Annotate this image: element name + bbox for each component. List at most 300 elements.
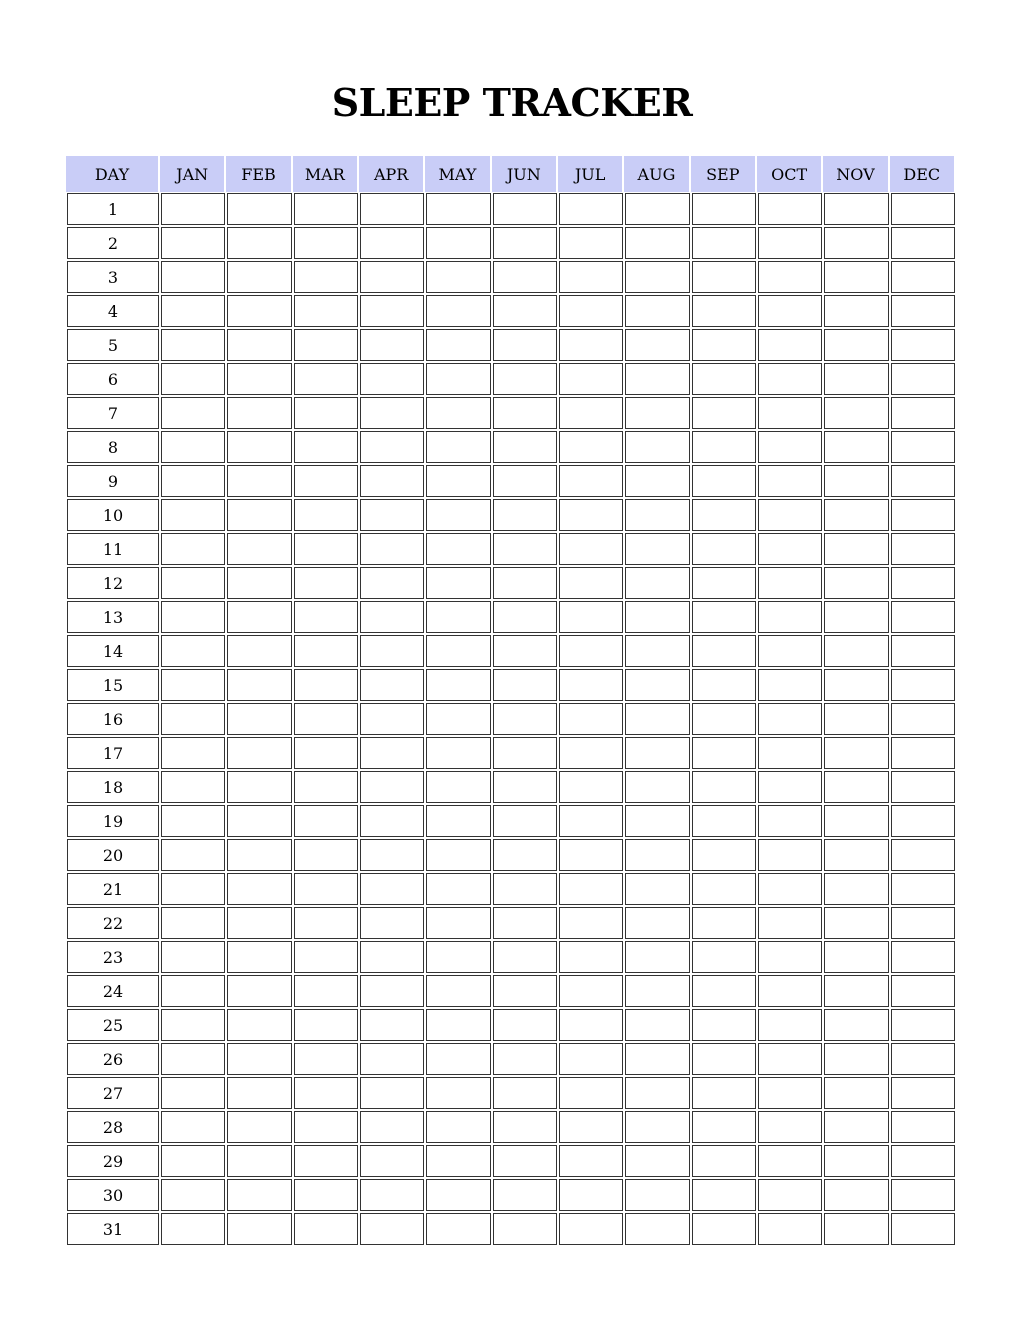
entry-box[interactable] xyxy=(426,941,490,973)
entry-box[interactable] xyxy=(559,567,623,599)
entry-box[interactable] xyxy=(824,975,888,1007)
entry-box[interactable] xyxy=(227,499,291,531)
entry-box[interactable] xyxy=(824,431,888,463)
entry-box[interactable] xyxy=(758,941,822,973)
entry-box[interactable] xyxy=(692,1111,756,1143)
entry-box[interactable] xyxy=(360,1043,424,1075)
entry-box[interactable] xyxy=(426,431,490,463)
entry-box[interactable] xyxy=(294,499,358,531)
entry-box[interactable] xyxy=(891,771,955,803)
entry-box[interactable] xyxy=(824,533,888,565)
entry-box[interactable] xyxy=(758,737,822,769)
entry-box[interactable] xyxy=(294,873,358,905)
entry-box[interactable] xyxy=(161,295,225,327)
entry-box[interactable] xyxy=(891,465,955,497)
entry-box[interactable] xyxy=(891,329,955,361)
entry-box[interactable] xyxy=(824,805,888,837)
entry-box[interactable] xyxy=(758,295,822,327)
entry-box[interactable] xyxy=(824,873,888,905)
entry-box[interactable] xyxy=(294,261,358,293)
entry-box[interactable] xyxy=(294,703,358,735)
entry-box[interactable] xyxy=(891,499,955,531)
entry-box[interactable] xyxy=(758,261,822,293)
entry-box[interactable] xyxy=(161,329,225,361)
entry-box[interactable] xyxy=(625,737,689,769)
entry-box[interactable] xyxy=(824,295,888,327)
entry-box[interactable] xyxy=(426,1077,490,1109)
entry-box[interactable] xyxy=(891,941,955,973)
entry-box[interactable] xyxy=(360,431,424,463)
entry-box[interactable] xyxy=(360,941,424,973)
entry-box[interactable] xyxy=(692,567,756,599)
entry-box[interactable] xyxy=(758,635,822,667)
entry-box[interactable] xyxy=(493,533,557,565)
entry-box[interactable] xyxy=(559,1145,623,1177)
entry-box[interactable] xyxy=(758,363,822,395)
entry-box[interactable] xyxy=(227,975,291,1007)
entry-box[interactable] xyxy=(227,363,291,395)
entry-box[interactable] xyxy=(758,669,822,701)
entry-box[interactable] xyxy=(227,703,291,735)
entry-box[interactable] xyxy=(426,1009,490,1041)
entry-box[interactable] xyxy=(625,873,689,905)
entry-box[interactable] xyxy=(294,1077,358,1109)
entry-box[interactable] xyxy=(227,329,291,361)
entry-box[interactable] xyxy=(625,499,689,531)
entry-box[interactable] xyxy=(227,635,291,667)
entry-box[interactable] xyxy=(426,669,490,701)
entry-box[interactable] xyxy=(625,771,689,803)
entry-box[interactable] xyxy=(758,1077,822,1109)
entry-box[interactable] xyxy=(493,635,557,667)
entry-box[interactable] xyxy=(426,635,490,667)
entry-box[interactable] xyxy=(493,329,557,361)
entry-box[interactable] xyxy=(891,1179,955,1211)
entry-box[interactable] xyxy=(493,193,557,225)
entry-box[interactable] xyxy=(891,1077,955,1109)
entry-box[interactable] xyxy=(891,873,955,905)
entry-box[interactable] xyxy=(161,397,225,429)
entry-box[interactable] xyxy=(559,499,623,531)
entry-box[interactable] xyxy=(493,261,557,293)
entry-box[interactable] xyxy=(559,1213,623,1245)
entry-box[interactable] xyxy=(294,1009,358,1041)
entry-box[interactable] xyxy=(559,295,623,327)
entry-box[interactable] xyxy=(493,601,557,633)
entry-box[interactable] xyxy=(824,907,888,939)
entry-box[interactable] xyxy=(360,465,424,497)
entry-box[interactable] xyxy=(559,1009,623,1041)
entry-box[interactable] xyxy=(227,873,291,905)
entry-box[interactable] xyxy=(824,465,888,497)
entry-box[interactable] xyxy=(692,1043,756,1075)
entry-box[interactable] xyxy=(426,567,490,599)
entry-box[interactable] xyxy=(824,1009,888,1041)
entry-box[interactable] xyxy=(161,1179,225,1211)
entry-box[interactable] xyxy=(426,1179,490,1211)
entry-box[interactable] xyxy=(758,533,822,565)
entry-box[interactable] xyxy=(161,465,225,497)
entry-box[interactable] xyxy=(294,839,358,871)
entry-box[interactable] xyxy=(227,1145,291,1177)
entry-box[interactable] xyxy=(360,805,424,837)
entry-box[interactable] xyxy=(227,1179,291,1211)
entry-box[interactable] xyxy=(625,567,689,599)
entry-box[interactable] xyxy=(294,975,358,1007)
entry-box[interactable] xyxy=(360,1077,424,1109)
entry-box[interactable] xyxy=(625,397,689,429)
entry-box[interactable] xyxy=(294,907,358,939)
entry-box[interactable] xyxy=(161,499,225,531)
entry-box[interactable] xyxy=(891,363,955,395)
entry-box[interactable] xyxy=(360,839,424,871)
entry-box[interactable] xyxy=(625,1145,689,1177)
entry-box[interactable] xyxy=(360,737,424,769)
entry-box[interactable] xyxy=(692,669,756,701)
entry-box[interactable] xyxy=(493,397,557,429)
entry-box[interactable] xyxy=(360,907,424,939)
entry-box[interactable] xyxy=(758,873,822,905)
entry-box[interactable] xyxy=(227,261,291,293)
entry-box[interactable] xyxy=(493,1179,557,1211)
entry-box[interactable] xyxy=(161,363,225,395)
entry-box[interactable] xyxy=(625,601,689,633)
entry-box[interactable] xyxy=(426,1145,490,1177)
entry-box[interactable] xyxy=(426,329,490,361)
entry-box[interactable] xyxy=(559,635,623,667)
entry-box[interactable] xyxy=(294,329,358,361)
entry-box[interactable] xyxy=(824,737,888,769)
entry-box[interactable] xyxy=(294,1179,358,1211)
entry-box[interactable] xyxy=(161,1043,225,1075)
entry-box[interactable] xyxy=(493,703,557,735)
entry-box[interactable] xyxy=(758,839,822,871)
entry-box[interactable] xyxy=(824,227,888,259)
entry-box[interactable] xyxy=(891,261,955,293)
entry-box[interactable] xyxy=(758,329,822,361)
entry-box[interactable] xyxy=(625,805,689,837)
entry-box[interactable] xyxy=(493,1043,557,1075)
entry-box[interactable] xyxy=(559,431,623,463)
entry-box[interactable] xyxy=(559,839,623,871)
entry-box[interactable] xyxy=(426,839,490,871)
entry-box[interactable] xyxy=(692,873,756,905)
entry-box[interactable] xyxy=(758,465,822,497)
entry-box[interactable] xyxy=(161,1077,225,1109)
entry-box[interactable] xyxy=(692,975,756,1007)
entry-box[interactable] xyxy=(891,839,955,871)
entry-box[interactable] xyxy=(294,465,358,497)
entry-box[interactable] xyxy=(692,771,756,803)
entry-box[interactable] xyxy=(559,737,623,769)
entry-box[interactable] xyxy=(824,771,888,803)
entry-box[interactable] xyxy=(891,635,955,667)
entry-box[interactable] xyxy=(426,771,490,803)
entry-box[interactable] xyxy=(426,533,490,565)
entry-box[interactable] xyxy=(227,533,291,565)
entry-box[interactable] xyxy=(625,295,689,327)
entry-box[interactable] xyxy=(294,533,358,565)
entry-box[interactable] xyxy=(692,1179,756,1211)
entry-box[interactable] xyxy=(692,703,756,735)
entry-box[interactable] xyxy=(824,839,888,871)
entry-box[interactable] xyxy=(493,941,557,973)
entry-box[interactable] xyxy=(824,567,888,599)
entry-box[interactable] xyxy=(824,1043,888,1075)
entry-box[interactable] xyxy=(758,1043,822,1075)
entry-box[interactable] xyxy=(824,329,888,361)
entry-box[interactable] xyxy=(294,601,358,633)
entry-box[interactable] xyxy=(824,499,888,531)
entry-box[interactable] xyxy=(493,363,557,395)
entry-box[interactable] xyxy=(360,601,424,633)
entry-box[interactable] xyxy=(360,1179,424,1211)
entry-box[interactable] xyxy=(227,431,291,463)
entry-box[interactable] xyxy=(426,499,490,531)
entry-box[interactable] xyxy=(891,1009,955,1041)
entry-box[interactable] xyxy=(493,227,557,259)
entry-box[interactable] xyxy=(891,295,955,327)
entry-box[interactable] xyxy=(227,567,291,599)
entry-box[interactable] xyxy=(360,193,424,225)
entry-box[interactable] xyxy=(758,499,822,531)
entry-box[interactable] xyxy=(493,465,557,497)
entry-box[interactable] xyxy=(559,1077,623,1109)
entry-box[interactable] xyxy=(227,1043,291,1075)
entry-box[interactable] xyxy=(891,431,955,463)
entry-box[interactable] xyxy=(625,431,689,463)
entry-box[interactable] xyxy=(493,295,557,327)
entry-box[interactable] xyxy=(692,941,756,973)
entry-box[interactable] xyxy=(294,805,358,837)
entry-box[interactable] xyxy=(360,669,424,701)
entry-box[interactable] xyxy=(294,1213,358,1245)
entry-box[interactable] xyxy=(294,771,358,803)
entry-box[interactable] xyxy=(161,193,225,225)
entry-box[interactable] xyxy=(161,839,225,871)
entry-box[interactable] xyxy=(426,1213,490,1245)
entry-box[interactable] xyxy=(758,771,822,803)
entry-box[interactable] xyxy=(493,1009,557,1041)
entry-box[interactable] xyxy=(758,1009,822,1041)
entry-box[interactable] xyxy=(692,737,756,769)
entry-box[interactable] xyxy=(625,975,689,1007)
entry-box[interactable] xyxy=(692,499,756,531)
entry-box[interactable] xyxy=(625,907,689,939)
entry-box[interactable] xyxy=(559,227,623,259)
entry-box[interactable] xyxy=(426,363,490,395)
entry-box[interactable] xyxy=(559,261,623,293)
entry-box[interactable] xyxy=(161,431,225,463)
entry-box[interactable] xyxy=(493,839,557,871)
entry-box[interactable] xyxy=(692,1077,756,1109)
entry-box[interactable] xyxy=(692,635,756,667)
entry-box[interactable] xyxy=(559,907,623,939)
entry-box[interactable] xyxy=(625,1179,689,1211)
entry-box[interactable] xyxy=(559,669,623,701)
entry-box[interactable] xyxy=(161,635,225,667)
entry-box[interactable] xyxy=(692,805,756,837)
entry-box[interactable] xyxy=(559,703,623,735)
entry-box[interactable] xyxy=(161,533,225,565)
entry-box[interactable] xyxy=(625,1009,689,1041)
entry-box[interactable] xyxy=(227,227,291,259)
entry-box[interactable] xyxy=(426,601,490,633)
entry-box[interactable] xyxy=(758,1213,822,1245)
entry-box[interactable] xyxy=(891,805,955,837)
entry-box[interactable] xyxy=(360,261,424,293)
entry-box[interactable] xyxy=(758,1111,822,1143)
entry-box[interactable] xyxy=(559,533,623,565)
entry-box[interactable] xyxy=(559,1179,623,1211)
entry-box[interactable] xyxy=(559,601,623,633)
entry-box[interactable] xyxy=(493,975,557,1007)
entry-box[interactable] xyxy=(161,703,225,735)
entry-box[interactable] xyxy=(294,1145,358,1177)
entry-box[interactable] xyxy=(227,1111,291,1143)
entry-box[interactable] xyxy=(227,839,291,871)
entry-box[interactable] xyxy=(161,1145,225,1177)
entry-box[interactable] xyxy=(891,907,955,939)
entry-box[interactable] xyxy=(891,193,955,225)
entry-box[interactable] xyxy=(360,771,424,803)
entry-box[interactable] xyxy=(294,669,358,701)
entry-box[interactable] xyxy=(227,193,291,225)
entry-box[interactable] xyxy=(824,1213,888,1245)
entry-box[interactable] xyxy=(692,907,756,939)
entry-box[interactable] xyxy=(493,1145,557,1177)
entry-box[interactable] xyxy=(758,1145,822,1177)
entry-box[interactable] xyxy=(294,567,358,599)
entry-box[interactable] xyxy=(692,533,756,565)
entry-box[interactable] xyxy=(891,397,955,429)
entry-box[interactable] xyxy=(559,805,623,837)
entry-box[interactable] xyxy=(891,975,955,1007)
entry-box[interactable] xyxy=(559,1111,623,1143)
entry-box[interactable] xyxy=(625,839,689,871)
entry-box[interactable] xyxy=(426,397,490,429)
entry-box[interactable] xyxy=(625,1077,689,1109)
entry-box[interactable] xyxy=(227,397,291,429)
entry-box[interactable] xyxy=(493,771,557,803)
entry-box[interactable] xyxy=(227,669,291,701)
entry-box[interactable] xyxy=(426,703,490,735)
entry-box[interactable] xyxy=(360,567,424,599)
entry-box[interactable] xyxy=(426,873,490,905)
entry-box[interactable] xyxy=(426,295,490,327)
entry-box[interactable] xyxy=(824,193,888,225)
entry-box[interactable] xyxy=(493,907,557,939)
entry-box[interactable] xyxy=(161,873,225,905)
entry-box[interactable] xyxy=(294,737,358,769)
entry-box[interactable] xyxy=(692,193,756,225)
entry-box[interactable] xyxy=(625,1111,689,1143)
entry-box[interactable] xyxy=(227,771,291,803)
entry-box[interactable] xyxy=(559,329,623,361)
entry-box[interactable] xyxy=(824,261,888,293)
entry-box[interactable] xyxy=(692,261,756,293)
entry-box[interactable] xyxy=(891,669,955,701)
entry-box[interactable] xyxy=(294,635,358,667)
entry-box[interactable] xyxy=(692,1145,756,1177)
entry-box[interactable] xyxy=(294,941,358,973)
entry-box[interactable] xyxy=(426,737,490,769)
entry-box[interactable] xyxy=(227,1077,291,1109)
entry-box[interactable] xyxy=(294,1111,358,1143)
entry-box[interactable] xyxy=(227,1009,291,1041)
entry-box[interactable] xyxy=(161,907,225,939)
entry-box[interactable] xyxy=(824,703,888,735)
entry-box[interactable] xyxy=(360,975,424,1007)
entry-box[interactable] xyxy=(824,1145,888,1177)
entry-box[interactable] xyxy=(360,329,424,361)
entry-box[interactable] xyxy=(360,363,424,395)
entry-box[interactable] xyxy=(824,363,888,395)
entry-box[interactable] xyxy=(625,635,689,667)
entry-box[interactable] xyxy=(692,601,756,633)
entry-box[interactable] xyxy=(625,533,689,565)
entry-box[interactable] xyxy=(824,601,888,633)
entry-box[interactable] xyxy=(360,873,424,905)
entry-box[interactable] xyxy=(161,601,225,633)
entry-box[interactable] xyxy=(294,397,358,429)
entry-box[interactable] xyxy=(360,397,424,429)
entry-box[interactable] xyxy=(294,431,358,463)
entry-box[interactable] xyxy=(758,567,822,599)
entry-box[interactable] xyxy=(891,1145,955,1177)
entry-box[interactable] xyxy=(559,193,623,225)
entry-box[interactable] xyxy=(625,193,689,225)
entry-box[interactable] xyxy=(161,1213,225,1245)
entry-box[interactable] xyxy=(559,975,623,1007)
entry-box[interactable] xyxy=(824,1111,888,1143)
entry-box[interactable] xyxy=(426,1111,490,1143)
entry-box[interactable] xyxy=(161,941,225,973)
entry-box[interactable] xyxy=(227,907,291,939)
entry-box[interactable] xyxy=(824,669,888,701)
entry-box[interactable] xyxy=(227,295,291,327)
entry-box[interactable] xyxy=(360,1111,424,1143)
entry-box[interactable] xyxy=(559,397,623,429)
entry-box[interactable] xyxy=(692,397,756,429)
entry-box[interactable] xyxy=(758,431,822,463)
entry-box[interactable] xyxy=(824,1077,888,1109)
entry-box[interactable] xyxy=(426,465,490,497)
entry-box[interactable] xyxy=(493,873,557,905)
entry-box[interactable] xyxy=(294,363,358,395)
entry-box[interactable] xyxy=(360,1213,424,1245)
entry-box[interactable] xyxy=(161,567,225,599)
entry-box[interactable] xyxy=(625,941,689,973)
entry-box[interactable] xyxy=(758,907,822,939)
entry-box[interactable] xyxy=(758,227,822,259)
entry-box[interactable] xyxy=(161,975,225,1007)
entry-box[interactable] xyxy=(692,1009,756,1041)
entry-box[interactable] xyxy=(891,1111,955,1143)
entry-box[interactable] xyxy=(493,805,557,837)
entry-box[interactable] xyxy=(758,703,822,735)
entry-box[interactable] xyxy=(426,805,490,837)
entry-box[interactable] xyxy=(360,533,424,565)
entry-box[interactable] xyxy=(559,771,623,803)
entry-box[interactable] xyxy=(161,1009,225,1041)
entry-box[interactable] xyxy=(294,227,358,259)
entry-box[interactable] xyxy=(758,1179,822,1211)
entry-box[interactable] xyxy=(758,397,822,429)
entry-box[interactable] xyxy=(360,295,424,327)
entry-box[interactable] xyxy=(824,941,888,973)
entry-box[interactable] xyxy=(493,431,557,463)
